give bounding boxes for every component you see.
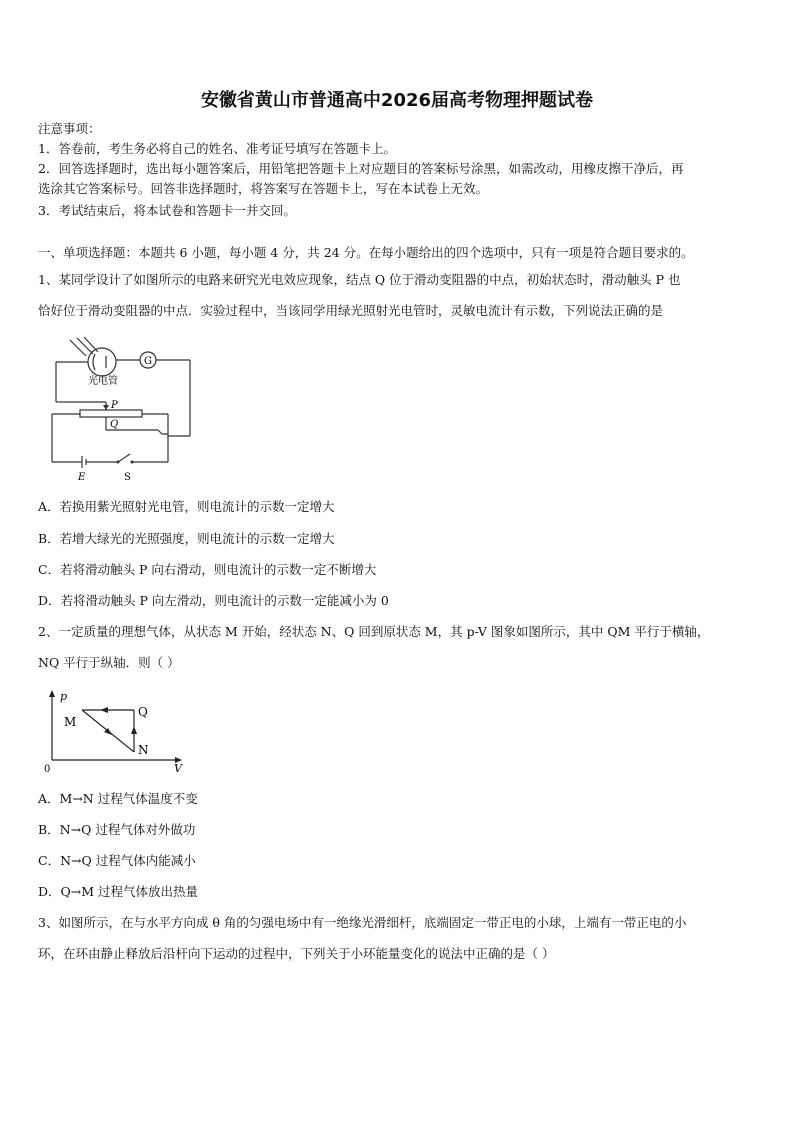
point-n-label: N <box>138 743 149 757</box>
notice-item-1: 1．答卷前，考生务必将自己的姓名、准考证号填写在答题卡上。 <box>38 141 396 156</box>
arrow-nq <box>131 726 137 734</box>
q3-stem-line2: 环，在环由静止释放后沿杆向下运动的过程中，下列关于小环能量变化的说法中正确的是（ ） <box>38 946 555 961</box>
q1-circuit-figure <box>44 334 204 484</box>
q2-stem-line1: 2、一定质量的理想气体，从状态 M 开始，经状态 N、Q 回到原状态 M，其 p-V 图象如图所示，其中 QM 平行于横轴， <box>38 624 710 639</box>
origin-label: 0 <box>44 764 51 774</box>
q2-pv-figure <box>40 688 190 774</box>
q1-option-b: B．若增大绿光的光照强度，则电流计的示数一定增大 <box>38 531 335 546</box>
q2-option-a: A．M→N 过程气体温度不变 <box>38 791 198 806</box>
q1-option-d: D．若将滑动触头 P 向左滑动，则电流计的示数一定能减小为 0 <box>38 593 389 608</box>
axis-label-p: p <box>60 690 68 703</box>
point-m-label: M <box>64 715 77 729</box>
q3-stem-line1: 3、如图所示，在与水平方向成 θ 角的匀强电场中有一绝缘光滑细杆，底端固定一带正电的小球，上端有一带正电的小 <box>38 915 687 930</box>
arrow-qm <box>100 707 108 713</box>
label-e: E <box>78 472 86 483</box>
point-q-label: Q <box>138 705 148 719</box>
rheostat-icon <box>80 410 142 417</box>
notice-item-3: 3．考试结束后，将本试卷和答题卡一并交回。 <box>38 203 296 218</box>
q1-stem-line1: 1、某同学设计了如图所示的电路来研究光电效应现象，结点 Q 位于滑动变阻器的中点，初始状态时，滑动触头 P 也 <box>38 272 681 287</box>
notice-item-2: 2．回答选择题时，选出每小题答案后，用铅笔把答题卡上对应题目的答案标号涂黑，如需改动，用橡皮擦干净后，再 <box>38 161 684 176</box>
section-heading: 一、单项选择题：本题共 6 小题，每小题 4 分，共 24 分。在每小题给出的四个选项中，只有一项是符合题目要求的。 <box>38 245 694 260</box>
slider-arrow <box>103 405 109 410</box>
q2-option-b: B．N→Q 过程气体对外做功 <box>38 822 196 837</box>
pv-diagram <box>40 688 190 774</box>
q1-stem-line2: 恰好位于滑动变阻器的中点．实验过程中，当该同学用绿光照射光电管时，灵敏电流计有示数，下列说法正确的是 <box>38 303 664 318</box>
label-s: S <box>124 472 131 483</box>
phototube-label: 光电管 <box>88 376 118 387</box>
galvanometer-label: G <box>144 356 152 367</box>
label-p: P <box>111 400 118 411</box>
switch-icon <box>118 454 130 462</box>
phototube-icon <box>88 348 116 376</box>
circuit-diagram <box>44 334 204 484</box>
page-title: 安徽省黄山市普通高中2026届高考物理押题试卷 <box>200 90 594 111</box>
light-ray <box>70 340 86 356</box>
q2-option-d: D．Q→M 过程气体放出热量 <box>38 884 199 899</box>
q2-option-c: C．N→Q 过程气体内能减小 <box>38 853 196 868</box>
notice-item-2-cont: 选涂其它答案标号。回答非选择题时，将答案写在答题卡上，写在本试卷上无效。 <box>38 181 489 196</box>
light-ray <box>77 338 93 354</box>
notice-heading: 注意事项： <box>38 121 101 136</box>
axis-label-v: V <box>174 762 182 774</box>
cathode <box>93 354 95 370</box>
label-q: Q <box>110 419 119 430</box>
q1-option-c: C．若将滑动触头 P 向右滑动，则电流计的示数一定不断增大 <box>38 562 377 577</box>
q2-stem-line2: NQ 平行于纵轴．则（ ） <box>38 655 180 670</box>
q1-option-a: A．若换用紫光照射光电管，则电流计的示数一定增大 <box>38 499 335 514</box>
